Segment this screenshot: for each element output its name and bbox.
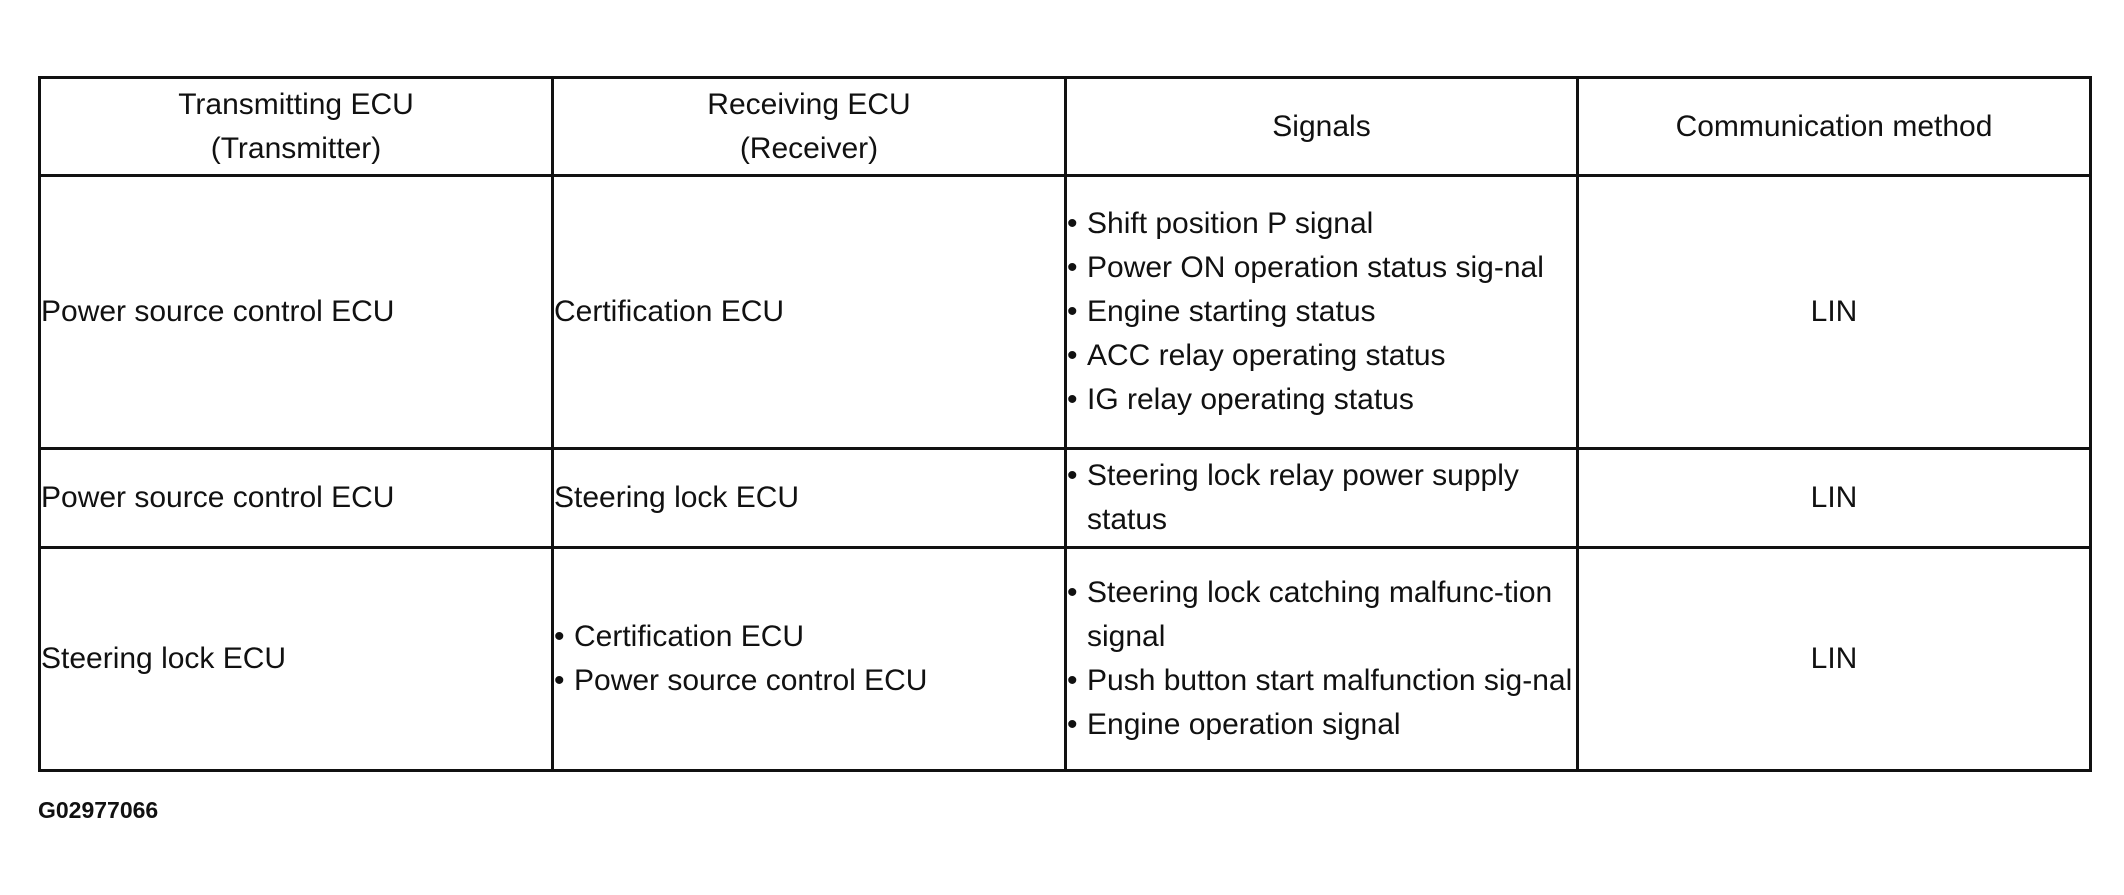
header-receiving-ecu [553, 78, 1066, 176]
signals-list [1067, 454, 1576, 542]
receiver-cell [553, 548, 1066, 771]
table-row [40, 176, 2091, 449]
signals-cell [1066, 548, 1578, 771]
method-cell: LIN [1578, 548, 2091, 771]
method-cell: LIN [1578, 176, 2091, 449]
transmitter-cell: Steering lock ECU [40, 548, 553, 771]
receivers-list [554, 615, 1064, 703]
signal-item: • Push button start malfunction sig-nal [1067, 659, 1576, 703]
signal-item: • IG relay operating status [1067, 378, 1576, 422]
transmitter-cell: Power source control ECU [40, 449, 553, 548]
figure-code: G02977066 [38, 797, 159, 823]
header-line: (Receiver) [739, 131, 879, 165]
table-row [40, 548, 2091, 771]
header-communication-method [1578, 78, 2091, 176]
ecu-communication-table [38, 76, 2092, 772]
signals-cell [1066, 449, 1578, 548]
signal-item: • Engine starting status [1067, 290, 1576, 334]
header-line: Communication method [1675, 109, 1993, 143]
header-line: (Transmitter) [210, 131, 382, 165]
receiver-cell: Certification ECU [553, 176, 1066, 449]
header-signals [1066, 78, 1578, 176]
signal-item: • Steering lock relay power supply status [1067, 454, 1576, 542]
signal-item: • Steering lock catching malfunc-tion signal [1067, 571, 1576, 659]
signals-list [1067, 202, 1576, 422]
signal-item: • Shift position P signal [1067, 202, 1576, 246]
header-line: Transmitting ECU [178, 87, 414, 121]
signals-cell [1066, 176, 1578, 449]
table-row [40, 449, 2091, 548]
header-row [40, 78, 2091, 176]
header-transmitting-ecu [40, 78, 553, 176]
method-cell: LIN [1578, 449, 2091, 548]
header-line: Receiving ECU [707, 87, 911, 121]
receiver-item: • Certification ECU [554, 615, 1064, 659]
signals-list [1067, 571, 1576, 747]
transmitter-cell: Power source control ECU [40, 176, 553, 449]
receiver-item: • Power source control ECU [554, 659, 1064, 703]
receiver-cell: Steering lock ECU [553, 449, 1066, 548]
signal-item: • ACC relay operating status [1067, 334, 1576, 378]
header-line: Signals [1272, 109, 1371, 143]
signal-item: • Engine operation signal [1067, 703, 1576, 747]
signal-item: • Power ON operation status sig-nal [1067, 246, 1576, 290]
